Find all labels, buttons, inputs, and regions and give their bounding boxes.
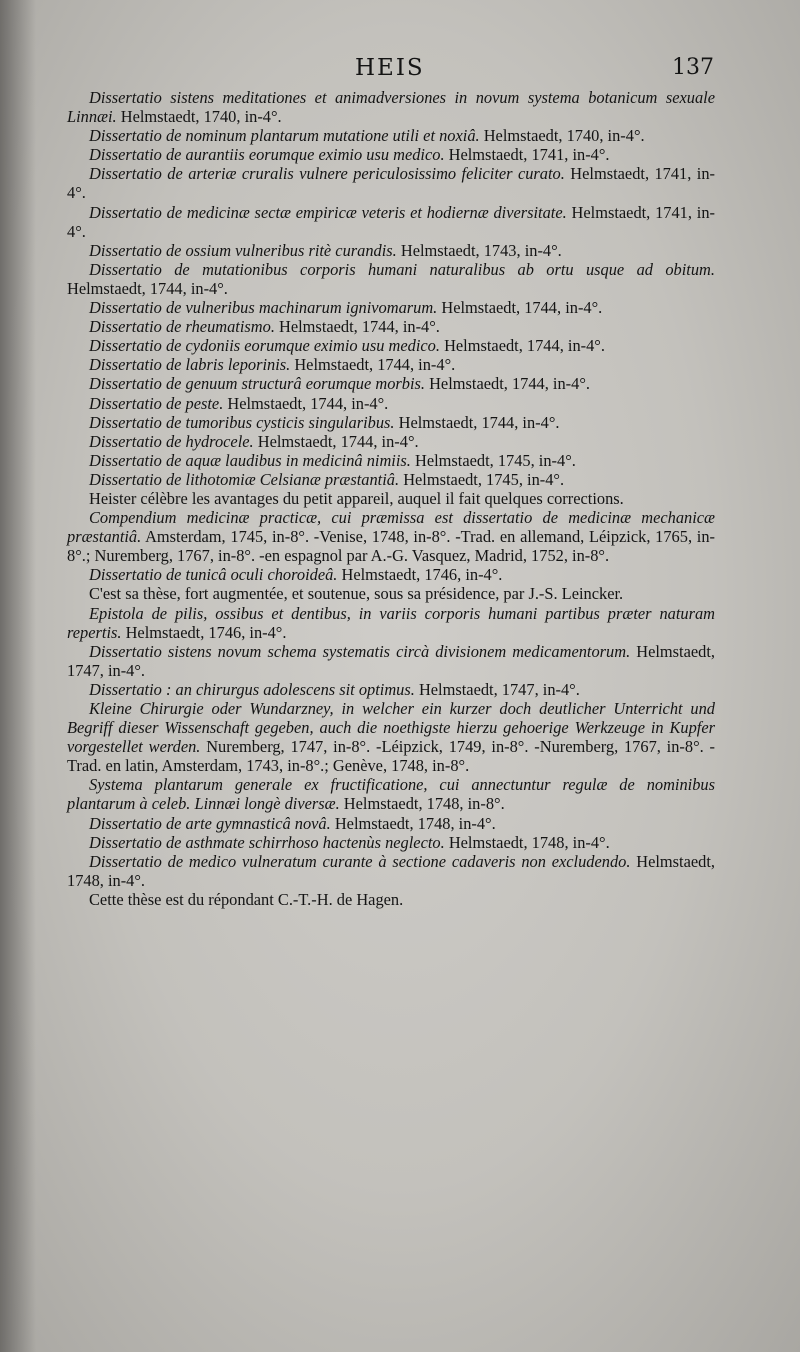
entry-title: Dissertatio de aurantiis eorumque eximio usu medico. [89,145,445,165]
bibliography-entry [67,642,715,680]
entry-details: Helmstaedt, 1744, in-4°. [223,393,389,413]
bibliography-entry [67,126,715,145]
bibliography-entry [67,413,715,432]
entry-title: Dissertatio de tunicâ oculi choroideâ. [89,565,338,585]
entry-details: Helmstaedt, 1744, in-4°. [253,431,419,451]
bibliography-entry [67,775,715,813]
entry-title: Dissertatio de arteriæ cruralis vulnere periculosissimo feliciter curato. [89,164,565,184]
entry-title: Compendium medicinæ practicæ, cui præmissa est dissertatio de medicinæ mechanicæ præstantiâ. [67,508,715,547]
entry-title: Epistola de pilis, ossibus et dentibus, in variis corporis humani partibus præter naturam repertis. [67,603,715,642]
entry-details: Helmstaedt, 1747, in-4°. [67,641,716,680]
entry-title: Dissertatio de labris leporinis. [89,355,291,375]
entry-title: Dissertatio : an chirurgus adolescens sit optimus. [89,679,415,699]
entry-title: Dissertatio de aquæ laudibus in medicinâ nimiis. [89,450,411,470]
entry-details: Helmstaedt, 1744, in-4°. [439,336,605,356]
bibliography-entry [67,833,715,852]
commentary-note [67,489,715,508]
entry-details: Amsterdam, 1745, in-8°. -Venise, 1748, in-8°. -Trad. en allemand, Léipzick, 1765, in-8°.; Nuremberg, 1767, in-8°. -en espagnol par A.-G. Vasquez, Madrid, 1752, in-8°. [67,527,715,566]
bibliography-entry [67,260,715,298]
bibliography-entry [67,394,715,413]
page-number: 137 [672,55,714,80]
entry-details: Helmstaedt, 1748, in-4°. [444,832,610,852]
bibliography-entry [67,317,715,336]
entry-details: Helmstaedt, 1744, in-4°. [437,298,603,318]
entry-details: Cette thèse est du répondant C.-T.-H. de Hagen. [89,889,404,909]
entry-title: Kleine Chirurgie oder Wundarzney, in welcher ein kurzer doch deutlicher Unterricht und Begriff dieser Wissenschaft gegeben, auch die noethigste hierzu gehoerige Werkzeuge in Kupfer vorgestellet werden. [67,699,715,757]
entry-details: Helmstaedt, 1741, in-4°. [67,202,715,241]
entry-title: Dissertatio de peste. [89,393,224,413]
entry-details: Helmstaedt, 1744, in-4°. [425,374,590,394]
bibliography-entry [67,814,715,833]
entry-details: C'est sa thèse, fort augmentée, et soutenue, sous sa présidence, par J.-S. Leincker. [89,584,624,604]
entry-title: Dissertatio de hydrocele. [89,431,254,451]
bibliography-entry [67,451,715,470]
entry-details: Helmstaedt, 1740, in-4°. [479,126,645,146]
entry-title: Dissertatio de medicinæ sectæ empiricæ veteris et hodiernæ diversitate. [89,202,567,222]
entry-details: Helmstaedt, 1740, in-4°. [116,107,282,127]
commentary-note [67,584,715,603]
bibliography-entry [67,355,715,374]
entry-details: Helmstaedt, 1744, in-4°. [290,355,456,375]
entry-details: Helmstaedt, 1744, in-4°. [394,412,560,432]
bibliography-entry [67,699,715,775]
bibliography-entry [67,203,715,241]
entry-details: Helmstaedt, 1748, in-8°. [339,794,505,814]
entry-title: Dissertatio de arte gymnasticâ novâ. [89,813,331,833]
bibliography-entry [67,88,715,126]
entry-title: Dissertatio de cydoniis eorumque eximio usu medico. [89,336,440,356]
commentary-note [67,890,715,909]
bibliography-entry [67,565,715,584]
entry-details: Helmstaedt, 1745, in-4°. [410,450,576,470]
entry-title: Dissertatio de asthmate schirrhoso hactenùs neglecto. [89,832,445,852]
page-header [0,55,800,87]
entry-details: Helmstaedt, 1744, in-4°. [274,317,440,337]
bibliography-entry [67,432,715,451]
entry-title: Dissertatio de medico vulneratum curante à sectione cadaveris non excludendo. [89,851,631,871]
entry-details: Helmstaedt, 1747, in-4°. [414,679,580,699]
bibliography-entry [67,164,715,202]
entry-details: Helmstaedt, 1744, in-4°. [67,278,228,298]
bibliography-entry [67,374,715,393]
bibliography-entry [67,298,715,317]
entry-title: Dissertatio de tumoribus cysticis singularibus. [89,412,395,432]
entry-details: Helmstaedt, 1746, in-4°. [337,565,503,585]
bibliography-entry [67,680,715,699]
entry-details: Helmstaedt, 1745, in-4°. [399,469,565,489]
running-title: HEIS [355,55,425,81]
entry-title: Dissertatio de genuum structurâ eorumque morbis. [89,374,425,394]
entry-title: Dissertatio de ossium vulneribus ritè curandis. [89,240,397,260]
entry-title: Dissertatio de mutationibus corporis humani naturalibus ab ortu usque ad obitum. [89,259,715,279]
entry-title: Dissertatio de nominum plantarum mutatione utili et noxiâ. [89,126,480,146]
bibliography-entry [67,336,715,355]
bibliography-entry [67,852,715,890]
entry-details: Helmstaedt, 1748, in-4°. [330,813,496,833]
entry-details: Helmstaedt, 1748, in-4°. [67,851,715,890]
entry-details: Helmstaedt, 1741, in-4°. [444,145,610,165]
entry-details: Heister célèbre les avantages du petit appareil, auquel il fait quelques corrections. [89,488,624,508]
entry-title: Dissertatio sistens meditationes et animadversiones in novum systema botanicum sexuale Linnæi. [67,88,715,127]
entry-details: Helmstaedt, 1741, in-4°. [67,164,715,203]
entry-details: Nuremberg, 1747, in-8°. -Léipzick, 1749, in-8°. -Nuremberg, 1767, in-8°. -Trad. en latin, Amsterdam, 1743, in-8°.; Genève, 1748, in-8°. [67,737,715,776]
bibliography-entry [67,145,715,164]
entry-title: Dissertatio de lithotomiæ Celsianæ præstantiâ. [89,469,400,489]
entry-title: Dissertatio sistens novum schema systematis circà divisionem medicamentorum. [89,641,631,661]
bibliography-entry [67,241,715,260]
bibliography-entry [67,470,715,489]
entry-title: Dissertatio de rheumatismo. [89,317,275,337]
entry-details: Helmstaedt, 1746, in-4°. [121,622,287,642]
bibliography-text [67,88,715,909]
entry-details: Helmstaedt, 1743, in-4°. [396,240,562,260]
bibliography-entry [67,604,715,642]
entry-title: Dissertatio de vulneribus machinarum ignivomarum. [89,298,438,318]
bibliography-entry [67,508,715,565]
entry-title: Systema plantarum generale ex fructificatione, cui annectuntur regulæ de nominibus plantarum à celeb. Linnæi longè diversæ. [67,775,715,814]
